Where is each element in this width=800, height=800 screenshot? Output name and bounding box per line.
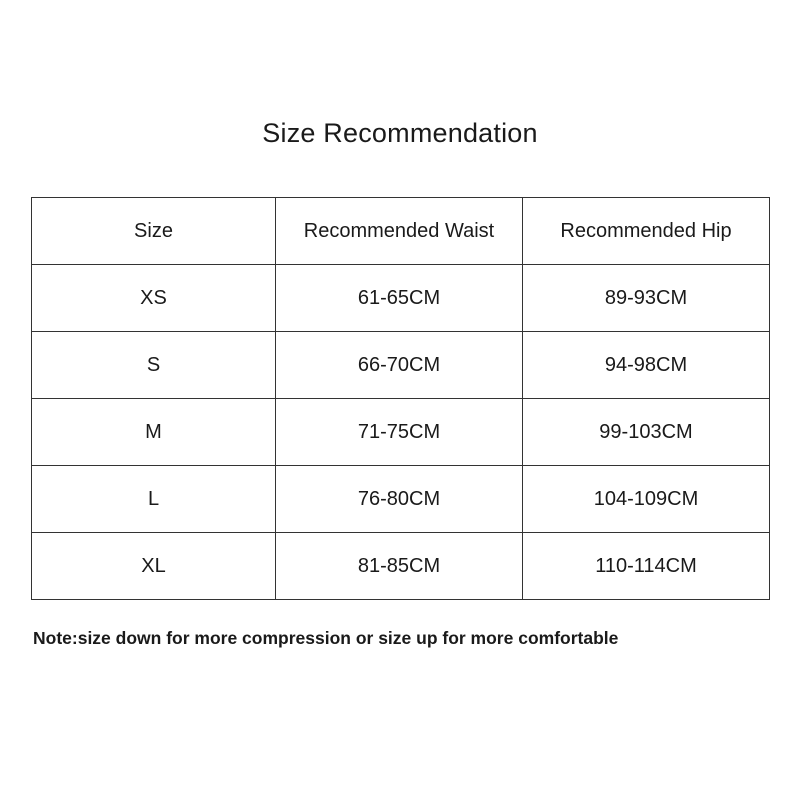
- header-recommended-hip: Recommended Hip: [523, 198, 770, 265]
- table-row: [32, 533, 770, 600]
- cell-size: S: [32, 332, 276, 399]
- sizing-note: Note:size down for more compression or size up for more comfortable: [33, 628, 619, 648]
- header-recommended-waist: Recommended Waist: [276, 198, 523, 265]
- cell-waist: 61-65CM: [276, 265, 523, 332]
- cell-size: M: [32, 399, 276, 466]
- cell-waist: 71-75CM: [276, 399, 523, 466]
- cell-waist: 76-80CM: [276, 466, 523, 533]
- cell-size: XL: [32, 533, 276, 600]
- cell-waist: 81-85CM: [276, 533, 523, 600]
- page-title: Size Recommendation: [262, 118, 538, 148]
- cell-hip: 110-114CM: [523, 533, 770, 600]
- table-row: [32, 399, 770, 466]
- size-recommendation-table: [31, 197, 770, 600]
- cell-hip: 99-103CM: [523, 399, 770, 466]
- cell-size: XS: [32, 265, 276, 332]
- header-size: Size: [32, 198, 276, 265]
- cell-hip: 89-93CM: [523, 265, 770, 332]
- table-header-row: [32, 198, 770, 265]
- table-row: [32, 265, 770, 332]
- cell-hip: 104-109CM: [523, 466, 770, 533]
- table-row: [32, 332, 770, 399]
- cell-size: L: [32, 466, 276, 533]
- cell-waist: 66-70CM: [276, 332, 523, 399]
- table-row: [32, 466, 770, 533]
- cell-hip: 94-98CM: [523, 332, 770, 399]
